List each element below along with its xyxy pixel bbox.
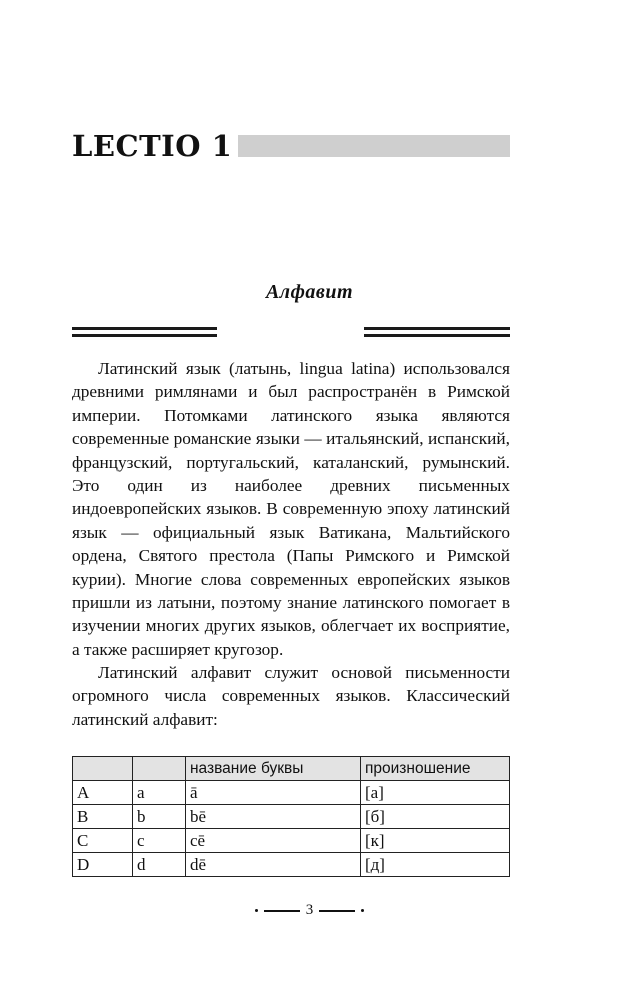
letter-name-cell: dē <box>186 853 361 877</box>
pronunciation-cell: [б] <box>361 805 510 829</box>
table-header-cell <box>73 757 133 781</box>
table-header-row <box>73 757 510 781</box>
letter-name-cell: ā <box>186 781 361 805</box>
uppercase-letter-cell: A <box>73 781 133 805</box>
letter-name-cell: bē <box>186 805 361 829</box>
uppercase-letter-cell: B <box>73 805 133 829</box>
footer-dash-left <box>264 910 300 912</box>
section-title: Алфавит <box>265 281 354 303</box>
pronunciation-cell: [а] <box>361 781 510 805</box>
page-footer <box>0 902 619 919</box>
uppercase-letter-cell: C <box>73 829 133 853</box>
decorative-double-rule-left <box>72 327 217 340</box>
footer-dash-right <box>319 910 355 912</box>
table-header-cell <box>133 757 186 781</box>
decorative-double-rule-right <box>364 327 510 340</box>
table-row <box>73 853 510 877</box>
chapter-title-bar <box>238 135 510 157</box>
table-row <box>73 805 510 829</box>
lowercase-letter-cell: a <box>133 781 186 805</box>
table-header-cell: название буквы <box>186 757 361 781</box>
table-header-cell: произношение <box>361 757 510 781</box>
letter-name-cell: cē <box>186 829 361 853</box>
table-row <box>73 781 510 805</box>
table-row <box>73 829 510 853</box>
lowercase-letter-cell: c <box>133 829 186 853</box>
uppercase-letter-cell: D <box>73 853 133 877</box>
chapter-title: LECTIO 1 <box>72 129 233 163</box>
footer-dot-left <box>255 909 258 912</box>
pronunciation-cell: [к] <box>361 829 510 853</box>
page-number: 3 <box>305 902 314 918</box>
pronunciation-cell: [д] <box>361 853 510 877</box>
alphabet-table <box>72 756 510 877</box>
footer-dot-right <box>361 909 364 912</box>
lowercase-letter-cell: b <box>133 805 186 829</box>
lowercase-letter-cell: d <box>133 853 186 877</box>
body-paragraph-1: Латинский язык (латынь, lingua latina) использовался древними римлянами и был распространён в Римской империи. Потомками латинского языка являются современные романские языки — итальянский, испанский, французский, португальский, каталанский, румынский. Это один из наиболее древних письменных индоевропейских языков. В современную эпоху латинский язык — официальный язык Ватикана, Мальтийского ордена, Святого престола (Папы Римского и Римской курии). Многие слова современных европейских языков пришли из латыни, поэтому знание латинского помогает в изучении многих других языков, облегчает их восприятие, а также расширяет кругозор. <box>72 359 510 659</box>
body-paragraph-2: Латинский алфавит служит основой письменности огромного числа современных языков. Классический латинский алфавит: <box>72 663 510 729</box>
